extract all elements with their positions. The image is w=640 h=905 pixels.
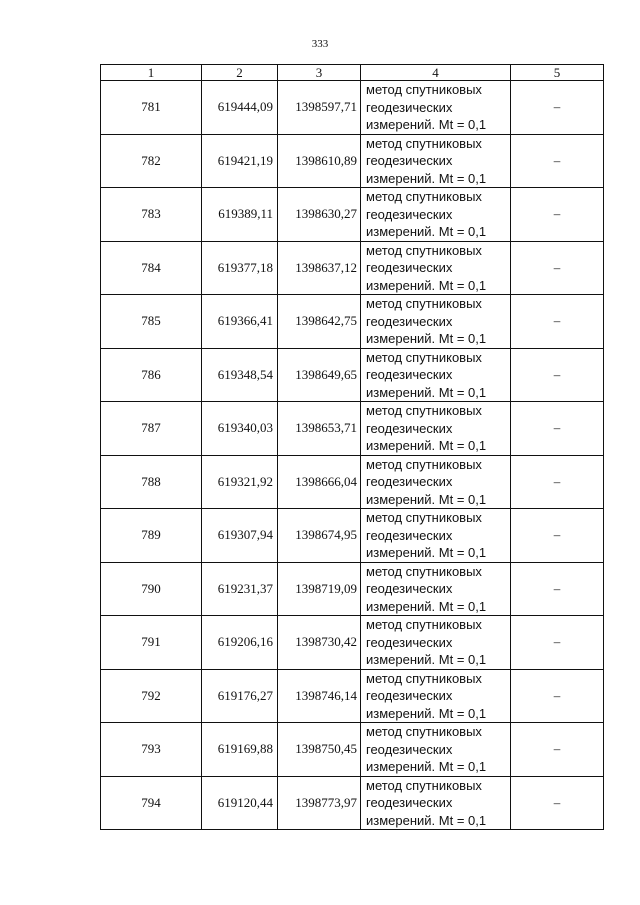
method-line: метод спутниковых (366, 563, 482, 579)
method-line: измерений. Mt = 0,1 (366, 170, 487, 186)
x-coordinate-cell: 619321,92 (202, 455, 278, 509)
note-cell: – (511, 509, 604, 563)
table-row (101, 81, 604, 135)
header-col-2: 2 (202, 65, 278, 81)
table-row (101, 295, 604, 349)
y-coordinate-cell: 1398642,75 (278, 295, 361, 349)
method-line: геодезических (366, 206, 453, 222)
y-coordinate-cell: 1398773,97 (278, 776, 361, 830)
method-line: метод спутниковых (366, 403, 482, 418)
method-line: геодезических (366, 634, 453, 650)
table-row (101, 669, 604, 723)
x-coordinate-cell: 619206,16 (202, 616, 278, 670)
method-line: геодезических (366, 367, 453, 382)
header-col-3: 3 (278, 65, 361, 81)
y-coordinate-cell: 1398666,04 (278, 455, 361, 509)
method-line: измерений. Mt = 0,1 (366, 384, 487, 400)
y-coordinate-cell: 1398649,65 (278, 348, 361, 402)
method-line: геодезических (366, 581, 453, 596)
note-cell: – (511, 188, 604, 242)
note-cell: – (511, 134, 604, 188)
method-cell (361, 134, 511, 188)
method-cell (361, 348, 511, 402)
method-cell (361, 723, 511, 777)
note-cell: – (511, 669, 604, 723)
method-line: метод спутниковых (366, 724, 482, 739)
method-line: геодезических (366, 795, 453, 810)
method-line: метод спутниковых (366, 296, 482, 311)
method-line: измерений. Mt = 0,1 (366, 759, 487, 774)
header-col-4: 4 (361, 65, 511, 81)
method-cell (361, 188, 511, 242)
coordinates-table (100, 64, 604, 830)
note-cell: – (511, 562, 604, 616)
x-coordinate-cell: 619231,37 (202, 562, 278, 616)
method-line: измерений. Mt = 0,1 (366, 117, 487, 132)
method-line: геодезических (366, 688, 453, 703)
point-number-cell: 781 (101, 81, 202, 135)
method-line: измерений. Mt = 0,1 (366, 277, 487, 293)
header-col-1: 1 (101, 65, 202, 81)
method-line: измерений. Mt = 0,1 (366, 331, 487, 346)
table-header-row (101, 65, 604, 81)
x-coordinate-cell: 619169,88 (202, 723, 278, 777)
point-number-cell: 787 (101, 402, 202, 456)
method-line: метод спутниковых (366, 456, 482, 472)
method-line: измерений. Mt = 0,1 (366, 598, 487, 614)
method-line: геодезических (366, 260, 453, 275)
y-coordinate-cell: 1398730,42 (278, 616, 361, 670)
method-line: метод спутниковых (366, 189, 482, 204)
point-number-cell: 794 (101, 776, 202, 830)
method-line: метод спутниковых (366, 349, 482, 365)
y-coordinate-cell: 1398653,71 (278, 402, 361, 456)
method-line: измерений. Mt = 0,1 (366, 812, 487, 828)
method-line: измерений. Mt = 0,1 (366, 705, 487, 721)
note-cell: – (511, 616, 604, 670)
point-number-cell: 790 (101, 562, 202, 616)
note-cell: – (511, 455, 604, 509)
point-number-cell: 785 (101, 295, 202, 349)
method-cell (361, 455, 511, 509)
method-line: метод спутниковых (366, 510, 482, 525)
method-cell (361, 81, 511, 135)
header-col-5: 5 (511, 65, 604, 81)
y-coordinate-cell: 1398674,95 (278, 509, 361, 563)
point-number-cell: 793 (101, 723, 202, 777)
method-line: геодезических (366, 474, 453, 489)
method-line: измерений. Mt = 0,1 (366, 491, 487, 507)
method-line: геодезических (366, 99, 453, 115)
table-row (101, 723, 604, 777)
method-cell (361, 241, 511, 295)
y-coordinate-cell: 1398750,45 (278, 723, 361, 777)
table-body (101, 65, 604, 830)
method-line: метод спутниковых (366, 617, 482, 632)
y-coordinate-cell: 1398597,71 (278, 81, 361, 135)
note-cell: – (511, 295, 604, 349)
x-coordinate-cell: 619389,11 (202, 188, 278, 242)
x-coordinate-cell: 619348,54 (202, 348, 278, 402)
x-coordinate-cell: 619421,19 (202, 134, 278, 188)
note-cell: – (511, 723, 604, 777)
method-line: измерений. Mt = 0,1 (366, 224, 487, 239)
y-coordinate-cell: 1398630,27 (278, 188, 361, 242)
method-line: метод спутниковых (366, 135, 482, 151)
table-row (101, 241, 604, 295)
method-line: геодезических (366, 741, 453, 757)
x-coordinate-cell: 619377,18 (202, 241, 278, 295)
method-cell (361, 669, 511, 723)
x-coordinate-cell: 619444,09 (202, 81, 278, 135)
point-number-cell: 784 (101, 241, 202, 295)
x-coordinate-cell: 619176,27 (202, 669, 278, 723)
table-row (101, 188, 604, 242)
method-cell (361, 616, 511, 670)
method-line: метод спутниковых (366, 82, 482, 97)
page-number: 333 (311, 38, 329, 50)
method-line: измерений. Mt = 0,1 (366, 438, 487, 453)
note-cell: – (511, 402, 604, 456)
y-coordinate-cell: 1398719,09 (278, 562, 361, 616)
x-coordinate-cell: 619120,44 (202, 776, 278, 830)
method-cell (361, 509, 511, 563)
note-cell: – (511, 348, 604, 402)
method-line: метод спутниковых (366, 777, 482, 793)
table-row (101, 402, 604, 456)
x-coordinate-cell: 619307,94 (202, 509, 278, 563)
table-row (101, 134, 604, 188)
table-row (101, 562, 604, 616)
point-number-cell: 792 (101, 669, 202, 723)
method-cell (361, 776, 511, 830)
method-line: геодезических (366, 313, 453, 329)
method-line: метод спутниковых (366, 670, 482, 686)
method-line: геодезических (366, 420, 453, 436)
point-number-cell: 783 (101, 188, 202, 242)
point-number-cell: 791 (101, 616, 202, 670)
method-line: измерений. Mt = 0,1 (366, 545, 487, 560)
point-number-cell: 788 (101, 455, 202, 509)
table-row (101, 776, 604, 830)
x-coordinate-cell: 619340,03 (202, 402, 278, 456)
method-cell (361, 562, 511, 616)
table-row (101, 348, 604, 402)
table-row (101, 455, 604, 509)
point-number-cell: 782 (101, 134, 202, 188)
x-coordinate-cell: 619366,41 (202, 295, 278, 349)
note-cell: – (511, 776, 604, 830)
y-coordinate-cell: 1398637,12 (278, 241, 361, 295)
method-cell (361, 295, 511, 349)
table-row (101, 616, 604, 670)
y-coordinate-cell: 1398610,89 (278, 134, 361, 188)
point-number-cell: 786 (101, 348, 202, 402)
y-coordinate-cell: 1398746,14 (278, 669, 361, 723)
method-line: геодезических (366, 153, 453, 168)
method-line: метод спутниковых (366, 242, 482, 258)
point-number-cell: 789 (101, 509, 202, 563)
method-cell (361, 402, 511, 456)
note-cell: – (511, 241, 604, 295)
table-row (101, 509, 604, 563)
method-line: измерений. Mt = 0,1 (366, 652, 487, 667)
note-cell: – (511, 81, 604, 135)
method-line: геодезических (366, 527, 453, 543)
